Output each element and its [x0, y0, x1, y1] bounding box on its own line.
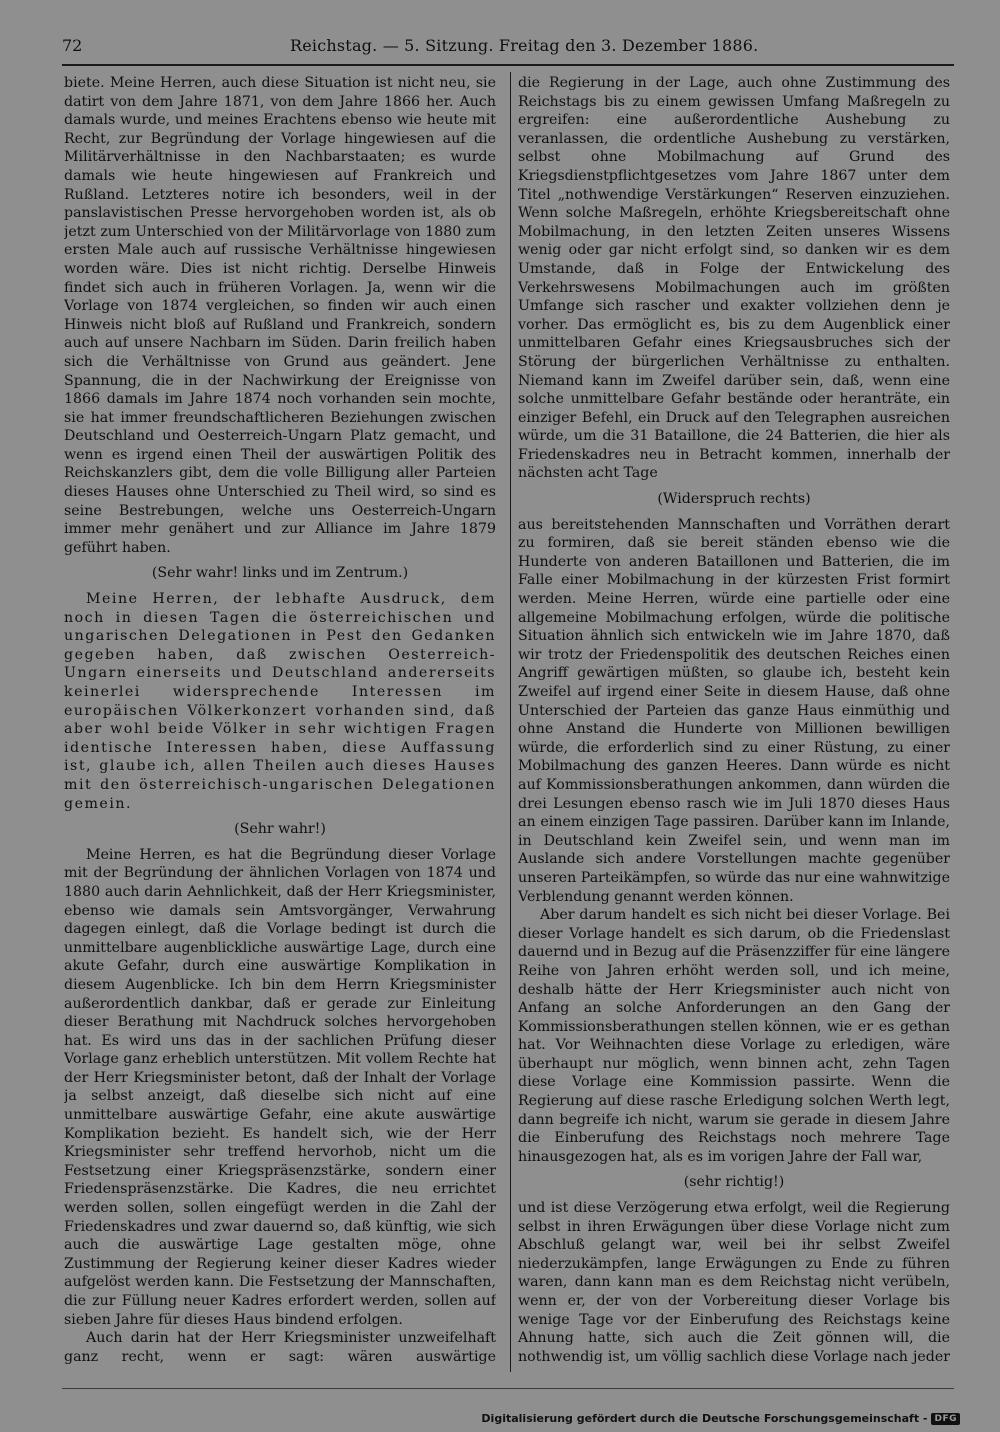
interjection: (Sehr wahr! links und im Zentrum.): [151, 565, 409, 582]
paragraph: die Regierung in der Lage, auch ohne Zustimmung des Reichstags bis zu einem gewissen Umfang Maßregeln zu ergreifen: eine außerordentliche Aushebung zu veranlassen, die ordentliche Aushebung zu verstärken, selbst ohne Mobilmachung auf Grund des Kriegsdienstpflichtgesetzes vom Jahre 1867 unter dem Titel „nothwendige Verstärkungen“ Reserven einzuziehen. Wenn solche Maßregeln, erhöhte Kriegsbereitschaft ohne Mobilmachung, in den letzten Zeiten unseres Wissens wenig oder gar nicht erfolgt sind, so danken wir es dem Umstande, daß in Folge der Entwickelung des Verkehrswesens Mobilmachungen auch im größten Umfange sich rascher und exakter vollziehen denn je vorher. Das ermöglicht es, bis zu dem Augenblick einer unmittelbaren Gefahr eines Kriegsausbruches sich der Störung der bürgerlichen Verhältnisse zu enthalten. Niemand kann im Zweifel darüber sein, daß, wenn eine solche unmittelbare Gefahr bestände oder heranträte, ein einziger Befehl, ein Druck auf den Telegraphen ausreichen würde, um die 31 Bataillone, die 24 Batterien, die hier als Friedenskadres neu in Betracht kommen, innerhalb der nächsten acht Tage: [518, 75, 950, 482]
page-number: 72: [62, 36, 83, 55]
header-rule: [62, 64, 954, 66]
page-header: [62, 34, 954, 60]
paragraph: Meine Herren, es hat die Begründung dieser Vorlage mit der Begründung der ähnlichen Vorlagen von 1874 und 1880 auch darin Aehnlichkeit, daß der Herr Kriegsminister, ebenso wie damals sein Amtsvorgänger, Verwahrung dagegen einlegt, daß die Vorlage bedingt ist durch die unmittelbare augenblickliche auswärtige Lage, durch eine akute Gefahr, durch eine auswärtige Komplikation in diesem Augenblicke. Ich bin dem Herrn Kriegsminister außerordentlich dankbar, daß er gerade zur Einleitung dieser Berathung mit Nachdruck solches hervorgehoben hat. Es wird uns das in der sachlichen Prüfung dieser Vorlage ganz erheblich unterstützen. Mit vollem Rechte hat der Herr Kriegsminister betont, daß der Inhalt der Vorlage ja selbst anzeigt, daß dieselbe sich nicht auf eine unmittelbare auswärtige Gefahr, eine akute auswärtige Komplikation bezieht. Es handelt sich, wie der Herr Kriegsminister sehr treffend hervorhob, nicht um die Festsetzung einer Kriegspräsenzstärke, sondern einer Friedenspräsenzstärke. Die Kadres, die neu errichtet werden sollen, sollen eingefügt werden in die Zahl der Friedenskadres und zwar dauernd so, daß künftig, wie sich auch die auswärtige Lage gestalten möge, ohne Zustimmung der Regierung keiner dieser Kadres wieder aufgelöst werden kann. Die Festsetzung der Mannschaften, die zur Füllung neuer Kadres erfordert werden, sollen auf sieben Jahre für dieses Haus bindend erfolgen.: [64, 846, 496, 1328]
paragraph: Meine Herren, der lebhafte Ausdruck, dem noch in diesen Tagen die österreichischen und ungarischen Delegationen in Pest den Gedanken gegeben haben, daß zwischen Oesterreich-Ungarn einerseits und Deutschland andererseits keinerlei widersprechende Interessen im europäischen Völkerkonzert vorhanden sind, daß aber wohl beide Völker in sehr wichtigen Fragen identische Interessen haben, diese Auffassung ist, glaube ich, allen Theilen auch dieses Hauses mit den österreichisch-ungarischen Delegationen gemein.: [64, 591, 496, 812]
column-divider: [510, 72, 511, 1372]
footer-rule: [62, 1388, 954, 1389]
footer-credit-text: Digitalisierung gefördert durch die Deutsche Forschungsgemeinschaft -: [481, 1412, 928, 1425]
interjection: (Widerspruch rechts): [657, 491, 811, 508]
paragraph: Aber darum handelt es sich nicht bei dieser Vorlage. Bei dieser Vorlage handelt es sich darum, ob die Friedenslast dauernd und in Bezug auf die Präsenzziffer für eine längere Reihe von Jahren erhöht werden soll, und ich meine, deshalb hätte der Herr Kriegsminister auch nicht von Anfang an solche Anforderungen an den Gang der Kommissionsberathungen stellen können, wie er es gethan hat. Vor Weihnachten diese Vorlage zu erledigen, wäre überhaupt nur möglich, wenn binnen acht, zehn Tagen diese Vorlage eine Kommission passirte. Wenn die Regierung auf diese rasche Erledigung solchen Werth legt, dann begreife ich nicht, warum sie gerade in diesem Jahre die Einberufung des Reichstags noch mehrere Tage hinausgezogen hat, als es im vorigen Jahre der Fall war,: [518, 907, 950, 1165]
paragraph: aus bereitstehenden Mannschaften und Vorräthen derart zu formiren, daß sie bereit ständen ebenso wie die Hunderte von anderen Bataillonen und Batterien, die im Falle einer Mobilmachung in der kürzesten Frist formirt werden. Meine Herren, würde eine partielle oder eine allgemeine Mobilmachung erfolgen, würde die politische Situation ähnlich sich entwickeln wie im Jahre 1870, daß wir trotz der Friedenspolitik des deutschen Reiches einen Angriff gewärtigen müßten, so glaube ich, besteht kein Zweifel auf irgend einer Seite in diesem Hause, daß ohne Unterschied der Parteien das ganze Haus einmüthig und ohne Anstand die Hunderte von Millionen bewilligen würde, die erforderlich sind zu einer Rüstung, zu einer Mobilmachung des ganzen Heeres. Dann würde es nicht auf Kommissionsberathungen ankommen, dann würden die drei Lesungen ebenso rasch wie im Juli 1870 dieses Haus an einem einzigen Tage passiren. Darüber kann im Inlande, in Deutschland kein Zweifel sein, und wenn man im Auslande sich andere Vorstellungen machte gegenüber unseren Parteikämpfen, so würde das nur eine wahnwitzige Verblendung genannt werden können.: [518, 516, 950, 905]
paragraph: und ist diese Verzögerung etwa erfolgt, weil die Regierung selbst in ihren Erwägungen über diese Vorlage nicht zum Abschluß gelangt war, weil bei ihr selbst Zweifel niederzukämpfen, lange Erwägungen zu Ende zu führen waren, dann kann man es dem Reichstag nicht verübeln, wenn er, der von der Vorbereitung dieser Vorlage bis wenige Tage vor der Einberufung des Reichstags keine Ahnung hatte, sich auch die Zeit gönnen will, die nothwendig ist, um völlig sachlich diese Vorlage nach jeder: [518, 1200, 950, 1364]
right-column: [518, 74, 950, 1364]
paragraph: Auch darin hat der Herr Kriegsminister unzweifelhaft ganz recht, wenn er sagt: wären auswärtige: [64, 1330, 496, 1364]
interjection: (Sehr wahr!): [234, 821, 326, 838]
left-column: [64, 74, 496, 1364]
running-title: Reichstag. — 5. Sitzung. Freitag den 3. Dezember 1886.: [290, 36, 759, 55]
interjection: (sehr richtig!): [683, 1174, 785, 1191]
dfg-logo-icon: DFG: [931, 1413, 960, 1425]
paragraph: biete. Meine Herren, auch diese Situation ist nicht neu, sie datirt von dem Jahre 1871, von dem Jahre 1866 her. Auch damals wurde, und meines Erachtens ebenso wie heute mit Recht, zur Begründung der Vorlage hingewiesen auf die Militärverhältnisse in den Nachbarstaaten; es wurde damals wie heute hingewiesen auf Frankreich und Rußland. Letzteres notire ich besonders, weil in der panslavistischen Presse hervorgehoben worden ist, als ob jetzt zum Unterschied von der Militärvorlage von 1880 zum ersten Male auch auf russische Verhältnisse hingewiesen worden wäre. Dies ist nicht richtig. Derselbe Hinweis findet sich auch in früheren Vorlagen. Ja, wenn wir die Vorlage von 1874 vergleichen, so finden wir auch einen Hinweis nicht bloß auf Rußland und Frankreich, sondern auch auf unsere Nachbarn im Süden. Darin freilich haben sich die Verhältnisse von Grund aus geändert. Jene Spannung, die in der Nachwirkung der Ereignisse von 1866 damals im Jahre 1874 noch vorhanden sein mochte, sie hat immer freundschaftlicheren Beziehungen zwischen Deutschland und Oesterreich-Ungarn Platz gemacht, und wenn es irgend einen Theil der auswärtigen Politik des Reichskanzlers gibt, dem die volle Billigung aller Parteien dieses Hauses ohne Unterschied zu Theil wird, so sind es seine Bestrebungen, welche uns Oesterreich-Ungarn immer mehr genähert und zur Alliance im Jahre 1879 geführt haben.: [64, 75, 496, 556]
footer-credit: [481, 1412, 960, 1425]
